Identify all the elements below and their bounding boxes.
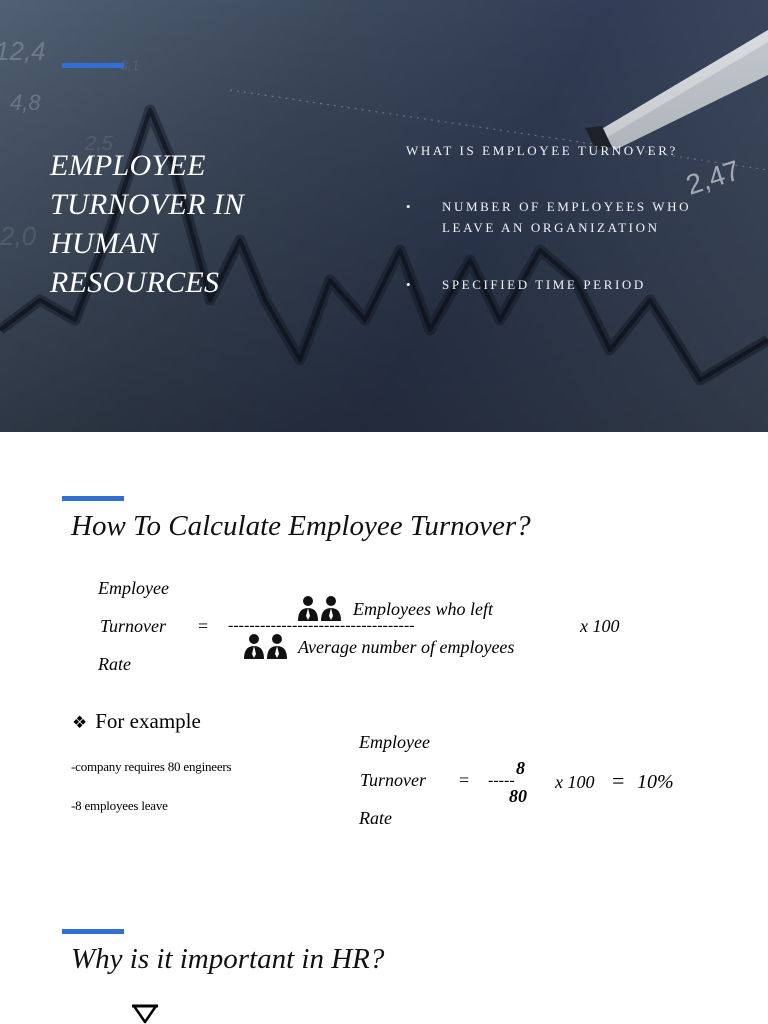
hero-question: WHAT IS EMPLOYEE TURNOVER? <box>406 143 678 158</box>
formula-multiplier: x 100 <box>580 616 620 636</box>
example-numerator: 8 <box>516 758 525 778</box>
hourglass-icon <box>131 1004 159 1024</box>
bullet-icon: • <box>406 277 414 292</box>
hero-bullet-text: NUMBER OF EMPLOYEES WHO LEAVE AN ORGANIZATION <box>442 199 692 235</box>
example-label: For example <box>95 709 201 733</box>
diamond-bullet-icon: ❖ <box>72 713 88 732</box>
hero-bullet-item <box>406 274 706 295</box>
hero-banner <box>0 0 768 432</box>
hero-title: EMPLOYEE TURNOVER IN HUMAN RESOURCES <box>50 149 245 299</box>
formula-equals: = <box>198 616 209 636</box>
example-denominator: 80 <box>509 786 527 806</box>
example-heading <box>72 709 201 734</box>
calc-heading: How To Calculate Employee Turnover? <box>71 510 531 542</box>
formula-label-line3: Rate <box>98 654 131 674</box>
section-accent-bar <box>62 496 124 501</box>
hero-definition <box>406 140 706 295</box>
formula-numerator: Employees who left <box>353 599 493 619</box>
example-note: -company requires 80 engineers <box>71 759 232 774</box>
example-label-line3: Rate <box>359 808 392 828</box>
example-multiplier: x 100 <box>555 772 595 792</box>
example-label-line2: Turnover <box>360 770 427 790</box>
people-pair-icon <box>242 632 290 660</box>
section-accent-bar <box>62 929 124 934</box>
example-note: -8 employees leave <box>71 798 168 813</box>
example-dashes: ----- <box>488 772 515 789</box>
example-equals-2: = <box>612 768 625 793</box>
example-label-line1: Employee <box>359 732 430 752</box>
formula-label-line2: Turnover <box>100 616 167 636</box>
example-result: 10% <box>637 771 674 793</box>
example-equals: = <box>459 770 470 790</box>
hero-bullet-text: SPECIFIED TIME PERIOD <box>442 277 646 292</box>
formula-fraction-line: ----------------------------------- <box>228 617 415 634</box>
hero-bullet-item <box>406 196 706 238</box>
hero-accent-bar <box>62 63 124 68</box>
formula-label-line1: Employee <box>98 578 169 598</box>
formula-denominator: Average number of employees <box>298 637 515 657</box>
bullet-icon: • <box>406 199 414 214</box>
why-heading: Why is it important in HR? <box>71 943 385 975</box>
